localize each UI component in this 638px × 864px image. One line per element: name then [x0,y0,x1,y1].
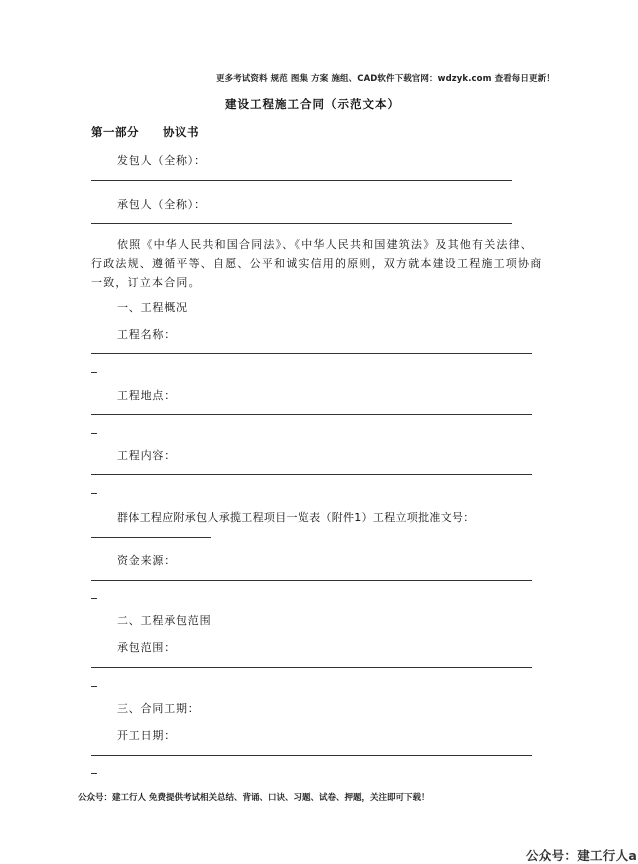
approval-number-line [91,537,211,538]
project-location-label: 工程地点： [117,389,176,402]
intro-paragraph: 依照《中华人民共和国合同法》、《中华人民共和国建筑法》及其他有关法律、行政法规、遵循平等、自愿、公平和诚实信用的原则，双方就本建设工程施工项协商一致，订立本合同。 [91,238,543,289]
project-name-label: 工程名称： [117,328,176,341]
start-date-label: 开工日期： [117,729,176,742]
project-content-line [91,474,532,475]
section3-heading: 三、合同工期： [117,702,200,715]
document-title: 建设工程施工合同（示范文本） [225,97,400,111]
employer-label: 发包人（全称）： [117,154,206,167]
scope-label: 承包范围： [117,641,176,654]
header-notice: 更多考试资料 规范 图集 方案 施组、CAD软件下载官网：wdzyk.com 查看每日更新！ [216,74,555,84]
footer-notice: 公众号：建工行人 免费提供考试相关总结、背诵、口诀、习题、试卷、押题，关注即可下载！ [78,793,430,803]
part-title: 第一部分 协议书 [91,125,199,139]
group-project-label: 群体工程应附承包人承揽工程项目一览表（附件1）工程立项批准文号： [117,511,475,524]
funding-source-label: 资金来源： [117,554,176,567]
contractor-name-line [91,223,512,224]
start-date-line-continuation [91,773,97,774]
project-content-line-continuation [91,493,97,494]
project-name-line [91,353,532,354]
project-content-label: 工程内容： [117,449,176,462]
scope-line [91,667,532,668]
start-date-line [91,755,532,756]
funding-source-line [91,580,532,581]
section2-heading: 二、工程承包范围 [117,614,212,627]
project-location-line-continuation [91,433,97,434]
funding-source-line-continuation [91,598,97,599]
contractor-label: 承包人（全称）： [117,198,206,211]
employer-name-line [91,180,512,181]
scope-line-continuation [91,686,97,687]
project-name-line-continuation [91,372,97,373]
section1-heading: 一、工程概况 [117,301,188,314]
project-location-line [91,414,532,415]
watermark: 公众号：建工行人a [526,848,638,863]
